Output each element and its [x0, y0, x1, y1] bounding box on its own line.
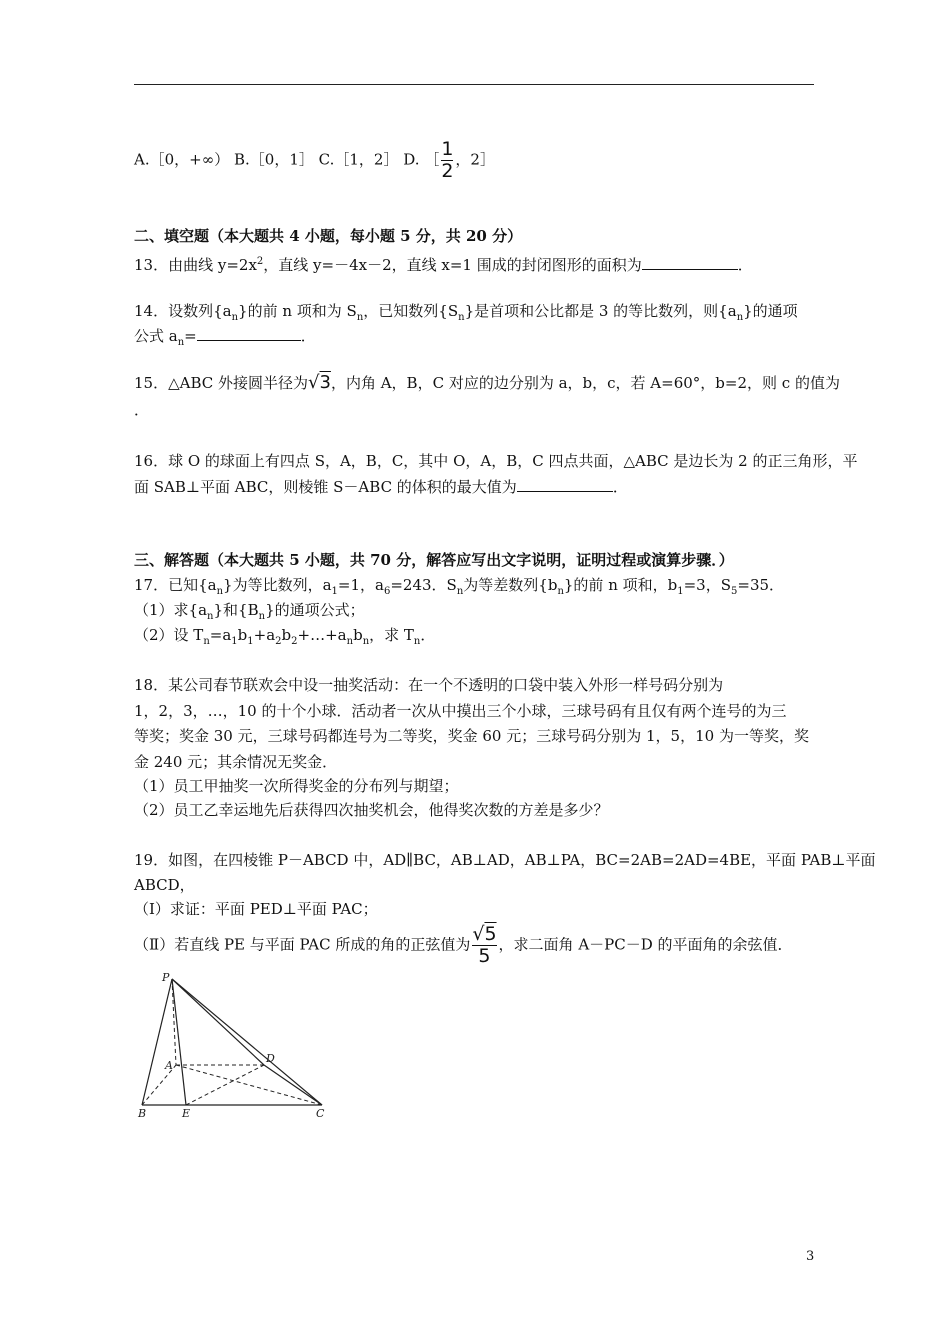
question-18-line-1: 18．某公司春节联欢会中设一抽奖活动：在一个不透明的口袋中装入外形一样号码分别为: [134, 676, 724, 694]
section-3-heading: 三、解答题（本大题共 5 小题，共 70 分，解答应写出文字说明，证明过程或演算步骤．）: [134, 551, 734, 569]
question-14-line-2: [134, 326, 316, 353]
q17p2-text: （2）设 T: [134, 626, 204, 644]
q17p2-text: b: [237, 626, 248, 644]
q17p2-sub: 2: [275, 636, 282, 647]
option-d-bracket: ［: [424, 150, 440, 169]
edge-PC: [172, 979, 322, 1105]
q17p1-text: }和{B: [213, 601, 259, 619]
question-15-line-2: ．: [134, 401, 150, 419]
q17p1-sub: n: [207, 611, 214, 622]
q17p2-sub: n: [346, 636, 354, 647]
q17p2-text: +a: [253, 626, 276, 644]
fraction-denominator: 5: [478, 945, 491, 967]
q16-end: ．: [612, 478, 628, 496]
q17-sub: 1: [677, 586, 684, 597]
sqrt-radicand: 5: [484, 923, 497, 945]
q17p2-text: b: [353, 626, 363, 644]
q17p2-sub: n: [203, 636, 210, 647]
sqrt5-over-5-fraction: [472, 925, 496, 966]
q14-text-g: =: [184, 327, 197, 345]
question-19-part-2: [134, 925, 793, 966]
question-18-part-2: （2）员工乙幸运地先后获得四次抽奖机会，他得奖次数的方差是多少？: [134, 801, 609, 819]
q14-sub: n: [356, 312, 364, 323]
q17-sub: n: [216, 586, 224, 597]
question-16-line-1: 16．球 O 的球面上有四点 S，A，B，C，其中 O，A，B，C 四点共面，△ABC 是边长为 2 的正三角形，平: [134, 452, 858, 470]
edge-DC: [264, 1065, 322, 1105]
question-16-line-2: [134, 477, 628, 497]
fraction-numerator: 1: [441, 138, 454, 160]
q17-sub: 6: [383, 586, 391, 597]
q17p2-sub: 1: [247, 636, 254, 647]
option-c: C.［1，2］: [318, 150, 399, 169]
q17-text: =35．: [737, 576, 785, 594]
q17-sub: 1: [331, 586, 338, 597]
question-17-part-1: [134, 600, 365, 627]
q17p2-text: +…+a: [297, 626, 347, 644]
q17p2-sub: 2: [291, 636, 298, 647]
q17-text: =243．S: [390, 576, 457, 594]
q17-sub: n: [557, 586, 564, 597]
edge-PD: [172, 979, 264, 1065]
q17-text: }的前 n 项和，b: [563, 576, 678, 594]
option-a: A.［0，+∞）: [134, 150, 230, 169]
q17p2-sub: 1: [231, 636, 238, 647]
option-b: B.［0，1］: [234, 150, 314, 169]
q17-text: 17．已知{a: [134, 576, 217, 594]
q17-sub: 5: [731, 586, 738, 597]
q17p1-text: }的通项公式；: [265, 601, 365, 619]
pyramid-figure: [134, 965, 334, 1120]
answer-blank-13[interactable]: [642, 255, 738, 270]
q14-text-d: }是首项和公比都是 3 的等比数列，则{a: [464, 302, 737, 320]
q13-text-2: ，直线 y=－4x－2，直线 x=1 围成的封闭图形的面积为: [263, 256, 642, 274]
q14-text-b: }的前 n 项和为 S: [238, 302, 357, 320]
question-19-line-1: 19．如图，在四棱锥 P－ABCD 中，AD∥BC，AB⊥AD，AB⊥PA，BC=2AB=2AD=4BE，平面 PAB⊥平面: [134, 851, 876, 869]
q19p2-text: （Ⅱ）若直线 PE 与平面 PAC 所成的角的正弦值为: [134, 935, 471, 954]
question-14-line-1: [134, 301, 798, 328]
label-C: C: [316, 1107, 325, 1120]
q17p2-text: ．: [420, 626, 436, 644]
q17-text: 为等差数列{b: [463, 576, 558, 594]
q17-text: =1，a: [337, 576, 384, 594]
section-2-heading: 二、填空题（本大题共 4 小题，每小题 5 分，共 20 分）: [134, 227, 523, 245]
q14-sub: n: [231, 312, 239, 323]
q15-text-b: ，内角 A，B，C 对应的边分别为 a，b，c，若 A=60°，b=2，则 c 的值为: [330, 374, 840, 392]
q13-end: ．: [737, 256, 753, 274]
question-17-line-1: [134, 575, 784, 602]
edge-PE: [172, 979, 186, 1105]
q14-text-f: 公式 a: [134, 327, 178, 345]
options-line: [134, 140, 495, 181]
q13-exponent: 2: [256, 256, 264, 267]
edge-PB: [142, 979, 172, 1105]
label-E: E: [182, 1107, 191, 1120]
q19p2-text: ，求二面角 A－PC－D 的平面角的余弦值．: [498, 935, 793, 954]
question-18-line-2: 1，2，3，…，10 的十个小球．活动者一次从中摸出三个小球，三球号码有且仅有两个连号的为三: [134, 702, 787, 720]
q17-text: =3，S: [683, 576, 731, 594]
q16-text: 面 SAB⊥平面 ABC，则棱锥 S－ABC 的体积的最大值为: [134, 478, 517, 496]
sqrt-expression: √3: [308, 372, 331, 393]
fraction-denominator: 2: [441, 160, 454, 182]
q17p2-sub: n: [362, 636, 370, 647]
q17p2-text: b: [281, 626, 292, 644]
fraction-numerator: √5: [472, 923, 497, 945]
question-18-part-1: （1）员工甲抽奖一次所得奖金的分布列与期望；: [134, 777, 459, 795]
edge-AC-hidden: [176, 1065, 322, 1105]
page-number: 3: [806, 1249, 815, 1264]
label-P: P: [162, 971, 170, 984]
question-19-line-2: ABCD，: [134, 876, 195, 894]
q17-sub: n: [456, 586, 464, 597]
option-d-label: D.: [403, 150, 420, 169]
q13-text-1: 13．由曲线 y=2x: [134, 256, 257, 274]
answer-blank-14[interactable]: [197, 326, 301, 341]
q17p2-text: ，求 T: [369, 626, 414, 644]
q14-text-e: }的通项: [743, 302, 798, 320]
q17p2-sub: n: [413, 636, 421, 647]
q14-sub: n: [458, 312, 465, 323]
q17p2-text: =a: [209, 626, 232, 644]
question-18-line-4: 金 240 元；其余情况无奖金．: [134, 753, 338, 771]
header-rule: [134, 84, 814, 85]
sqrt-radicand: 3: [319, 372, 331, 393]
question-17-part-2: [134, 625, 435, 652]
option-d-rest: ，2］: [455, 150, 495, 169]
question-18-line-3: 等奖；奖金 30 元，三球号码都连号为二等奖，奖金 60 元；三球号码分别为 1，5，10 为一等奖，奖: [134, 727, 809, 745]
q14-sub: n: [736, 312, 744, 323]
q14-text-a: 14．设数列{a: [134, 302, 232, 320]
q17p1-sub: n: [258, 611, 266, 622]
question-19-part-1: （Ⅰ）求证：平面 PED⊥平面 PAC；: [134, 900, 378, 918]
q14-text-c: ，已知数列{S: [363, 302, 459, 320]
question-15-line-1: [134, 373, 840, 393]
q17p1-text: （1）求{a: [134, 601, 208, 619]
label-A: A: [165, 1059, 173, 1072]
question-13: [134, 252, 753, 275]
option-d-fraction: [441, 140, 453, 181]
q14-sub: n: [177, 337, 185, 348]
label-D: D: [266, 1052, 275, 1065]
q14-end: ．: [300, 327, 316, 345]
label-B: B: [138, 1107, 147, 1120]
q15-text-a: 15．△ABC 外接圆半径为: [134, 374, 309, 392]
answer-blank-16[interactable]: [517, 477, 613, 492]
q17-text: }为等比数列，a: [223, 576, 332, 594]
